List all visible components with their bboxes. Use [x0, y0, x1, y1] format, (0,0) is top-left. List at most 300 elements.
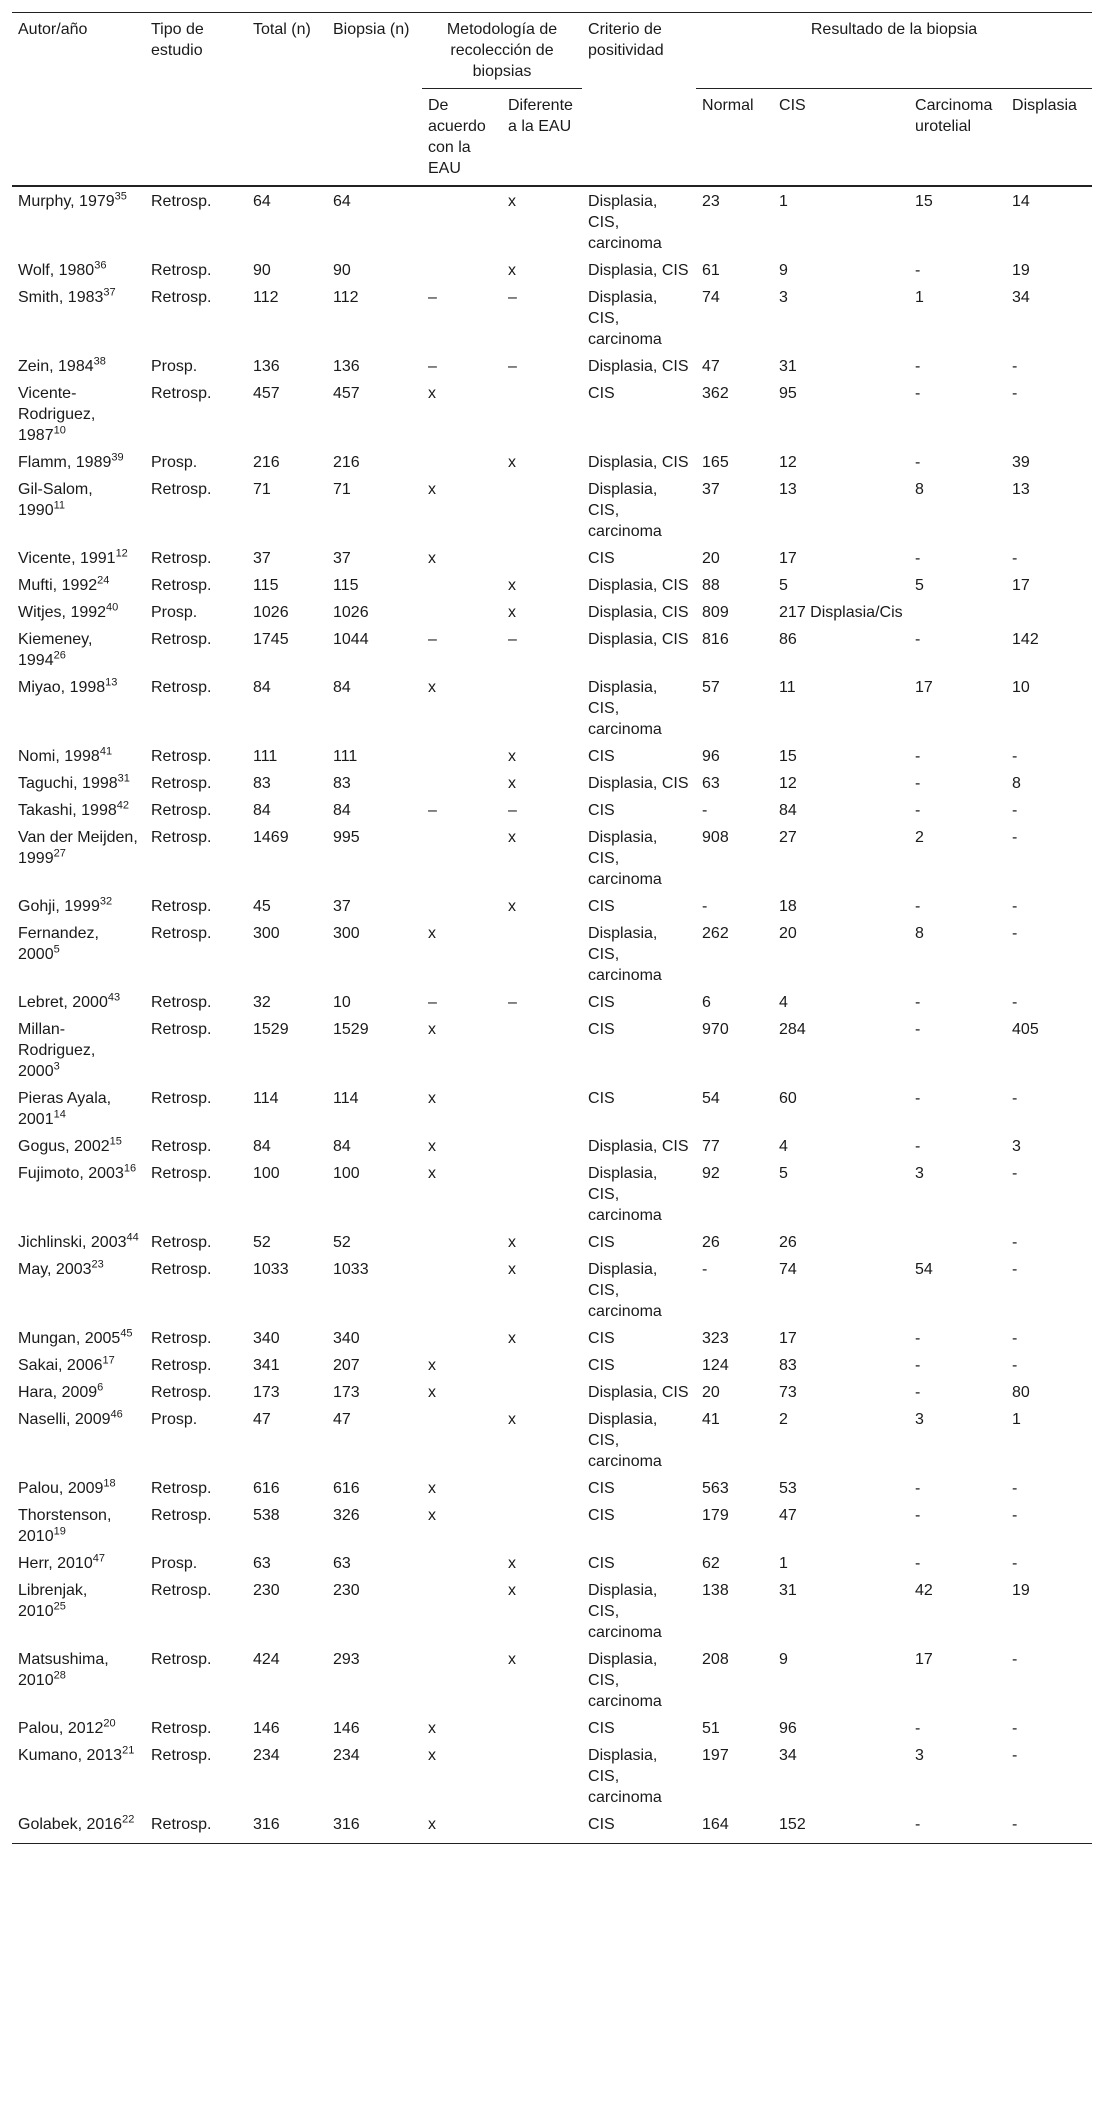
- author-cell: [12, 1255, 145, 1324]
- dysplasia-cell: -: [1012, 829, 1018, 846]
- dysplasia-cell: -: [1012, 1165, 1018, 1182]
- method-other-cell: [502, 1378, 582, 1405]
- dysplasia-cell: 19: [1012, 262, 1030, 279]
- author-name: Jichlinski, 2003: [18, 1234, 127, 1251]
- total-cell: 300: [253, 925, 280, 942]
- carcinoma-cell: -: [915, 262, 921, 279]
- study-type-cell: Retrosp.: [151, 1720, 212, 1737]
- method-other-cell: [502, 1132, 582, 1159]
- author-name: Matsushima, 2010: [18, 1651, 109, 1689]
- dysplasia-cell: -: [1012, 1357, 1018, 1374]
- total-cell: 84: [253, 679, 271, 696]
- method-other-cell: [502, 544, 582, 571]
- reference-number: 42: [116, 799, 129, 812]
- col-res-cis: CIS: [773, 89, 909, 187]
- author-name: Thorstenson, 2010: [18, 1507, 112, 1545]
- study-type-cell: Retrosp.: [151, 1165, 212, 1182]
- normal-cell: 816: [702, 631, 729, 648]
- author-name: Gohji, 1999: [18, 898, 100, 915]
- study-type-cell: Retrosp.: [151, 631, 212, 648]
- biopsy-cell: 1026: [333, 604, 369, 621]
- dysplasia-cell: 1: [1012, 1411, 1021, 1428]
- criterion-cell: Displasia, CIS: [588, 577, 689, 594]
- author-cell: [12, 1474, 145, 1501]
- carcinoma-cell: 1: [915, 289, 924, 306]
- carcinoma-cell: 42: [915, 1582, 933, 1599]
- biopsy-cell: 90: [333, 262, 351, 279]
- reference-number: 10: [53, 424, 66, 437]
- author-cell: [12, 1351, 145, 1378]
- author-cell: [12, 256, 145, 283]
- criterion-cell: Displasia, CIS: [588, 1138, 689, 1155]
- dysplasia-cell: 13: [1012, 481, 1030, 498]
- reference-number: 31: [117, 772, 130, 785]
- normal-cell: 47: [702, 358, 720, 375]
- method-eau-cell: x: [428, 1021, 436, 1038]
- total-cell: 1529: [253, 1021, 289, 1038]
- carcinoma-cell: -: [915, 1021, 921, 1038]
- reference-number: 32: [99, 895, 113, 908]
- author-name: Naselli, 2009: [18, 1411, 111, 1428]
- reference-number: 37: [103, 286, 116, 299]
- method-other-cell: –: [508, 802, 517, 819]
- author-name: Millan-Rodriguez, 2000: [18, 1021, 96, 1080]
- cis-cell: 152: [773, 1810, 909, 1844]
- normal-cell: 970: [702, 1021, 729, 1038]
- total-cell: 341: [253, 1357, 280, 1374]
- cis-cell: 3: [779, 289, 788, 306]
- biopsy-cell: 146: [333, 1720, 360, 1737]
- dysplasia-cell: -: [1012, 1720, 1018, 1737]
- total-cell: 457: [253, 385, 280, 402]
- biopsy-cell: 111: [333, 748, 358, 765]
- author-cell: [12, 769, 145, 796]
- reference-number: 41: [99, 745, 113, 758]
- study-type-cell: Retrosp.: [151, 550, 212, 567]
- method-other-cell: x: [508, 1555, 516, 1572]
- carcinoma-cell: -: [915, 775, 921, 792]
- table-row: [12, 1015, 1092, 1084]
- normal-cell: 6: [702, 994, 711, 1011]
- total-cell: 111: [253, 748, 278, 765]
- normal-cell: 563: [702, 1480, 729, 1497]
- author-cell: [12, 1228, 145, 1255]
- criterion-cell: Displasia, CIS, carcinoma: [588, 289, 662, 348]
- total-cell: 234: [253, 1747, 280, 1764]
- criterion-cell: CIS: [588, 1555, 615, 1572]
- dysplasia-cell: -: [1006, 1810, 1092, 1844]
- table-row: [12, 673, 1092, 742]
- biopsy-cell: 63: [333, 1555, 351, 1572]
- dysplasia-cell: 80: [1012, 1384, 1030, 1401]
- dysplasia-cell: 39: [1012, 454, 1030, 471]
- method-other-cell: [502, 1351, 582, 1378]
- biopsy-cell: 114: [333, 1090, 359, 1107]
- criterion-cell: CIS: [588, 1021, 615, 1038]
- method-other-cell: x: [508, 1261, 516, 1278]
- method-other-cell: [502, 1474, 582, 1501]
- author-cell: [12, 598, 145, 625]
- carcinoma-cell: 17: [915, 679, 933, 696]
- dysplasia-cell: -: [1012, 1261, 1018, 1278]
- method-eau-cell: –: [428, 994, 437, 1011]
- criterion-cell: CIS: [588, 1480, 615, 1497]
- table-row: [12, 571, 1092, 598]
- author-name: Smith, 1983: [18, 289, 104, 306]
- author-name: Van der Meijden, 1999: [18, 829, 138, 867]
- criterion-cell: CIS: [588, 1330, 615, 1347]
- total-cell: 64: [253, 193, 271, 210]
- biopsy-cell: 84: [333, 1138, 351, 1155]
- carcinoma-cell: -: [915, 1357, 921, 1374]
- author-name: Kiemeney, 1994: [18, 631, 93, 669]
- col-methodology: Metodología de recolección de biopsias: [422, 13, 582, 89]
- criterion-cell: Displasia, CIS: [588, 358, 689, 375]
- table-row: [12, 1159, 1092, 1228]
- normal-cell: 41: [702, 1411, 720, 1428]
- carcinoma-cell: -: [909, 1810, 1006, 1844]
- author-name: Mungan, 2005: [18, 1330, 121, 1347]
- reference-number: 17: [102, 1354, 115, 1367]
- study-type-cell: Retrosp.: [151, 994, 212, 1011]
- biopsy-cell: 216: [333, 454, 360, 471]
- method-eau-cell: –: [428, 358, 437, 375]
- study-type-cell: Retrosp.: [151, 385, 212, 402]
- cis-cell: 31: [779, 358, 797, 375]
- table-row: [12, 1132, 1092, 1159]
- dysplasia-cell: -: [1012, 1090, 1018, 1107]
- author-name: Pieras Ayala, 2001: [18, 1090, 112, 1128]
- dysplasia-cell: -: [1012, 925, 1018, 942]
- normal-cell: 179: [702, 1507, 729, 1524]
- cis-cell: 217 Displasia/Cis: [779, 604, 903, 621]
- author-name: Taguchi, 1998: [18, 775, 118, 792]
- method-other-cell: x: [508, 748, 516, 765]
- total-cell: 146: [253, 1720, 280, 1737]
- dysplasia-cell: 10: [1012, 679, 1030, 696]
- carcinoma-cell: -: [915, 994, 921, 1011]
- method-eau-cell: x: [428, 481, 436, 498]
- total-cell: 114: [253, 1090, 279, 1107]
- total-cell: 1026: [253, 604, 289, 621]
- cis-cell: 4: [779, 994, 788, 1011]
- criterion-cell: Displasia, CIS, carcinoma: [588, 1411, 662, 1470]
- dysplasia-cell: -: [1012, 1480, 1018, 1497]
- normal-cell: 92: [702, 1165, 720, 1182]
- author-cell: [12, 1549, 145, 1576]
- method-eau-cell: [422, 571, 502, 598]
- reference-number: 5: [53, 943, 60, 956]
- author-cell: [12, 673, 145, 742]
- table-row: [12, 1714, 1092, 1741]
- carcinoma-cell: -: [915, 1090, 921, 1107]
- method-eau-cell: x: [428, 1090, 436, 1107]
- criterion-cell: Displasia, CIS, carcinoma: [588, 1165, 662, 1224]
- reference-number: 43: [107, 991, 121, 1004]
- study-type-cell: Retrosp.: [151, 1747, 212, 1764]
- carcinoma-cell: [909, 598, 1006, 625]
- criterion-cell: CIS: [588, 994, 615, 1011]
- method-other-cell: x: [508, 604, 516, 621]
- cis-cell: 20: [779, 925, 797, 942]
- carcinoma-cell: -: [915, 802, 921, 819]
- cis-cell: 2: [779, 1411, 788, 1428]
- study-type-cell: Retrosp.: [151, 1480, 212, 1497]
- normal-cell: 197: [702, 1747, 729, 1764]
- cis-cell: 26: [779, 1234, 797, 1251]
- criterion-cell: CIS: [588, 550, 615, 567]
- author-name: Mufti, 1992: [18, 577, 98, 594]
- total-cell: 1745: [253, 631, 289, 648]
- col-method-other: Diferente a la EAU: [502, 89, 582, 187]
- normal-cell: 96: [702, 748, 720, 765]
- study-type-cell: Retrosp.: [151, 1090, 212, 1107]
- normal-cell: 26: [702, 1234, 720, 1251]
- author-name: Gogus, 2002: [18, 1138, 110, 1155]
- carcinoma-cell: -: [915, 1384, 921, 1401]
- author-name: Librenjak, 2010: [18, 1582, 88, 1620]
- author-name: Lebret, 2000: [18, 994, 108, 1011]
- method-other-cell: [502, 1159, 582, 1228]
- author-cell: [12, 571, 145, 598]
- carcinoma-cell: [909, 1228, 1006, 1255]
- criterion-cell: Displasia, CIS, carcinoma: [588, 1582, 662, 1641]
- criterion-cell: Displasia, CIS, carcinoma: [588, 925, 662, 984]
- method-eau-cell: [422, 892, 502, 919]
- biopsy-cell: 1033: [333, 1261, 369, 1278]
- author-name: Zein, 1984: [18, 358, 94, 375]
- author-cell: [12, 1015, 145, 1084]
- method-eau-cell: x: [428, 1165, 436, 1182]
- reference-number: 21: [122, 1744, 135, 1757]
- dysplasia-cell: 405: [1012, 1021, 1039, 1038]
- author-cell: [12, 1324, 145, 1351]
- study-type-cell: Retrosp.: [151, 1261, 212, 1278]
- criterion-cell: CIS: [588, 898, 615, 915]
- method-eau-cell: [422, 1228, 502, 1255]
- cis-cell: 83: [779, 1357, 797, 1374]
- study-type-cell: Retrosp.: [151, 1234, 212, 1251]
- col-method-eau: De acuerdo con la EAU: [422, 89, 502, 187]
- study-type-cell: Retrosp.: [151, 898, 212, 915]
- cis-cell: 9: [779, 262, 788, 279]
- reference-number: 28: [53, 1669, 66, 1682]
- method-other-cell: [502, 475, 582, 544]
- normal-cell: 62: [702, 1555, 720, 1572]
- total-cell: 100: [253, 1165, 280, 1182]
- table-row: [12, 256, 1092, 283]
- reference-number: 13: [105, 676, 118, 689]
- cis-cell: 31: [779, 1582, 797, 1599]
- col-res-normal: Normal: [696, 89, 773, 187]
- method-other-cell: –: [508, 994, 517, 1011]
- table-row: [12, 742, 1092, 769]
- method-eau-cell: –: [428, 289, 437, 306]
- carcinoma-cell: 17: [915, 1651, 933, 1668]
- study-type-cell: Retrosp.: [151, 1021, 212, 1038]
- study-type-cell: Retrosp.: [151, 1330, 212, 1347]
- header-row-top: [12, 13, 1092, 89]
- table-row: [12, 475, 1092, 544]
- author-cell: [12, 823, 145, 892]
- method-eau-cell: [422, 598, 502, 625]
- table-row: [12, 1501, 1092, 1549]
- col-author: Autor/año: [12, 13, 145, 187]
- criterion-cell: Displasia, CIS, carcinoma: [588, 1747, 662, 1806]
- author-name: Takashi, 1998: [18, 802, 117, 819]
- normal-cell: 124: [702, 1357, 729, 1374]
- total-cell: 230: [253, 1582, 280, 1599]
- author-name: Golabek, 2016: [18, 1816, 123, 1833]
- reference-number: 18: [103, 1477, 116, 1490]
- total-cell: 71: [253, 481, 271, 498]
- method-eau-cell: x: [428, 1480, 436, 1497]
- method-eau-cell: x: [428, 1747, 436, 1764]
- study-type-cell: Retrosp.: [151, 289, 212, 306]
- biopsy-cell: 173: [333, 1384, 360, 1401]
- study-type-cell: Retrosp.: [151, 829, 212, 846]
- carcinoma-cell: -: [915, 1720, 921, 1737]
- normal-cell: 51: [702, 1720, 720, 1737]
- author-cell: [12, 742, 145, 769]
- method-other-cell: [502, 1741, 582, 1810]
- reference-number: 27: [53, 847, 66, 860]
- study-type-cell: Retrosp.: [151, 1138, 212, 1155]
- method-other-cell: x: [508, 775, 516, 792]
- normal-cell: 362: [702, 385, 729, 402]
- study-type-cell: Retrosp.: [151, 1357, 212, 1374]
- reference-number: 38: [93, 355, 106, 368]
- dysplasia-cell: 142: [1012, 631, 1039, 648]
- author-name: Miyao, 1998: [18, 679, 106, 696]
- study-type-cell: Prosp.: [151, 358, 198, 375]
- method-eau-cell: [422, 1255, 502, 1324]
- biopsy-cell: 300: [333, 925, 360, 942]
- reference-number: 20: [103, 1717, 116, 1730]
- author-cell: [12, 1405, 145, 1474]
- study-type-cell: Prosp.: [151, 454, 198, 471]
- total-cell: 52: [253, 1234, 271, 1251]
- author-cell: [12, 892, 145, 919]
- biopsy-cell: 316: [327, 1810, 422, 1844]
- study-type-cell: Prosp.: [151, 1411, 198, 1428]
- table-row: [12, 544, 1092, 571]
- total-cell: 340: [253, 1330, 280, 1347]
- method-eau-cell: [422, 1324, 502, 1351]
- reference-number: 6: [97, 1381, 104, 1394]
- method-other-cell: [502, 673, 582, 742]
- method-eau-cell: [422, 1576, 502, 1645]
- criterion-cell: Displasia, CIS, carcinoma: [588, 1651, 662, 1710]
- normal-cell: 77: [702, 1138, 720, 1155]
- normal-cell: 138: [702, 1582, 729, 1599]
- total-cell: 90: [253, 262, 271, 279]
- method-other-cell: [502, 1501, 582, 1549]
- author-name: Fernandez, 2000: [18, 925, 99, 963]
- criterion-cell: CIS: [588, 385, 615, 402]
- col-result: Resultado de la biopsia: [696, 13, 1092, 89]
- cis-cell: 96: [779, 1720, 797, 1737]
- normal-cell: 165: [702, 454, 729, 471]
- table-row: [12, 1645, 1092, 1714]
- table-row: [12, 625, 1092, 673]
- author-name: Nomi, 1998: [18, 748, 100, 765]
- biopsy-cell: 37: [333, 898, 351, 915]
- method-other-cell: x: [508, 898, 516, 915]
- author-cell: [12, 1714, 145, 1741]
- method-other-cell: [502, 1810, 582, 1844]
- author-name: Murphy, 1979: [18, 193, 115, 210]
- author-name: Kumano, 2013: [18, 1747, 123, 1764]
- method-other-cell: –: [508, 289, 517, 306]
- total-cell: 173: [253, 1384, 280, 1401]
- cis-cell: 1: [779, 1555, 788, 1572]
- criterion-cell: CIS: [588, 1357, 615, 1374]
- biopsy-cell: 326: [333, 1507, 360, 1524]
- method-other-cell: [502, 379, 582, 448]
- carcinoma-cell: 8: [915, 481, 924, 498]
- method-eau-cell: x: [428, 385, 436, 402]
- normal-cell: -: [702, 802, 708, 819]
- author-cell: [12, 475, 145, 544]
- reference-number: 47: [92, 1552, 105, 1565]
- cis-cell: 60: [779, 1090, 797, 1107]
- reference-number: 45: [120, 1327, 133, 1340]
- carcinoma-cell: -: [915, 358, 921, 375]
- cis-cell: 84: [779, 802, 797, 819]
- biopsy-cell: 83: [333, 775, 351, 792]
- total-cell: 316: [247, 1810, 327, 1844]
- author-name: Witjes, 1992: [18, 604, 107, 621]
- carcinoma-cell: -: [915, 1138, 921, 1155]
- criterion-cell: Displasia, CIS, carcinoma: [588, 481, 662, 540]
- author-cell: [12, 1378, 145, 1405]
- author-cell: [12, 919, 145, 988]
- normal-cell: 63: [702, 775, 720, 792]
- biopsy-cell: 112: [333, 289, 359, 306]
- dysplasia-cell: 19: [1012, 1582, 1030, 1599]
- criterion-cell: Displasia, CIS: [588, 454, 689, 471]
- method-other-cell: x: [508, 1651, 516, 1668]
- normal-cell: 208: [702, 1651, 729, 1668]
- col-res-carcinoma: Carcinoma urotelial: [909, 89, 1006, 187]
- method-other-cell: x: [508, 262, 516, 279]
- study-type-cell: Retrosp.: [151, 262, 212, 279]
- method-other-cell: x: [508, 1411, 516, 1428]
- author-name: Gil-Salom, 1990: [18, 481, 93, 519]
- carcinoma-cell: 3: [915, 1165, 924, 1182]
- cis-cell: 53: [779, 1480, 797, 1497]
- biopsy-cell: 52: [333, 1234, 351, 1251]
- total-cell: 216: [253, 454, 280, 471]
- normal-cell: 809: [702, 604, 729, 621]
- biopsy-cell: 64: [333, 193, 351, 210]
- method-other-cell: –: [508, 631, 517, 648]
- biopsy-cell: 84: [333, 679, 351, 696]
- biopsy-cell: 115: [333, 577, 359, 594]
- total-cell: 63: [253, 1555, 271, 1572]
- carcinoma-cell: -: [915, 1555, 921, 1572]
- author-cell: [12, 1645, 145, 1714]
- table-row: [12, 919, 1092, 988]
- method-eau-cell: x: [428, 550, 436, 567]
- table-row: [12, 1474, 1092, 1501]
- reference-number: 11: [53, 499, 66, 512]
- table-row: [12, 598, 1092, 625]
- author-cell: [12, 796, 145, 823]
- study-type-cell: Retrosp.: [145, 1810, 247, 1844]
- cis-cell: 4: [779, 1138, 788, 1155]
